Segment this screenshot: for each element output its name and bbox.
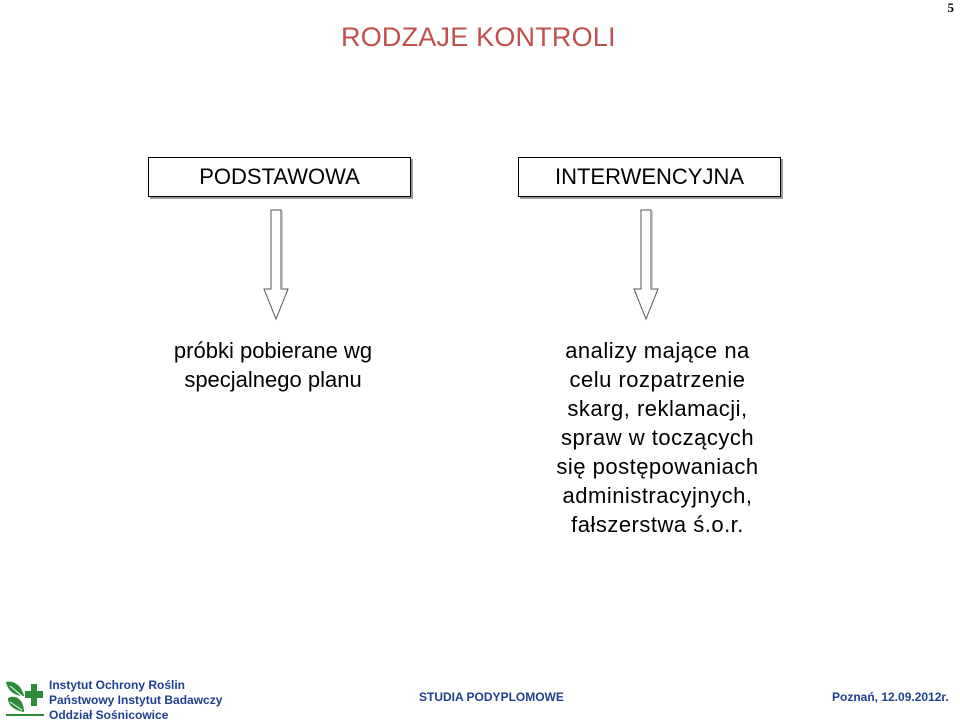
page-number: 5 [947,0,954,15]
description-intervention [505,336,810,539]
institute-logo-icon [4,678,46,718]
description-line: celu rozpatrzenie [569,367,746,392]
category-box-basic [148,157,411,197]
slide-title: RODZAJE KONTROLI [341,22,616,52]
institution-status: Państwowy Instytut Badawczy [49,693,223,707]
footer-program: STUDIA PODYPLOMOWE [419,690,564,704]
category-label-intervention: INTERWENCYJNA [554,164,745,189]
down-arrow-left [263,209,289,321]
down-arrow-right [633,209,659,321]
description-line: spraw w toczących [560,425,755,450]
description-line: administracyjnych, [562,483,753,508]
description-line: próbki pobierane wg [173,338,373,363]
category-box-intervention [518,157,781,197]
description-line: analizy mające na [565,338,750,363]
footer-place-date: Poznań, 12.09.2012r. [832,690,949,704]
footer-institution [49,678,222,723]
institution-branch: Oddział Sośnicowice [49,708,169,722]
description-line: skarg, reklamacji, [567,396,748,421]
institution-name: Instytut Ochrony Roślin [49,678,186,692]
category-label-basic: PODSTAWOWA [199,164,360,189]
description-line: się postępowaniach [556,454,759,479]
description-line: specjalnego planu [184,367,362,392]
description-basic [133,336,413,394]
description-line: fałszerstwa ś.o.r. [571,512,744,537]
